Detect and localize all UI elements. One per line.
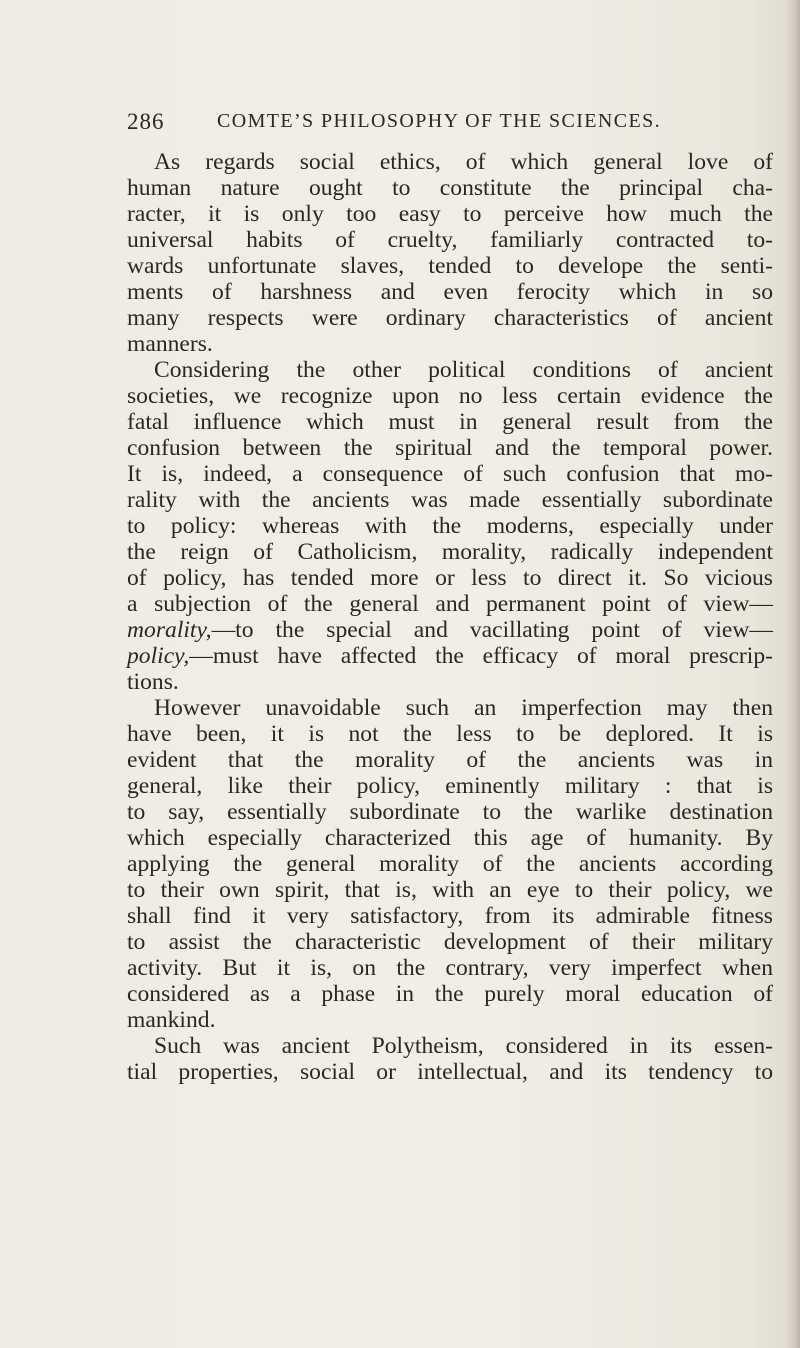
text-line: to their own spirit, that is, with an eye to their policy, we [127,877,773,903]
text-line: considered as a phase in the purely moral education of [127,981,773,1007]
line-rest: —to the special and vacillating point of view— [211,617,773,643]
text-line: racter, it is only too easy to perceive how much the [127,201,773,227]
text-line: of policy, has tended more or less to direct it. So vicious [127,565,773,591]
text-line: a subjection of the general and permanent point of view— [127,591,773,617]
text-line: to assist the characteristic development of their military [127,929,773,955]
text-line: universal habits of cruelty, familiarly contracted to- [127,227,773,253]
text-line: manners. [127,331,213,357]
text-line: have been, it is not the less to be deplored. It is [127,721,773,747]
text-line-with-italic [127,617,773,643]
body-text [127,149,773,1085]
text-line: which especially characterized this age of humanity. By [127,825,773,851]
text-line: applying the general morality of the ancients according [127,851,773,877]
text-line: shall find it very satisfactory, from its admirable fitness [127,903,773,929]
text-line: evident that the morality of the ancients was in [127,747,773,773]
text-line: Considering the other political conditions of ancient [154,357,773,383]
text-line: tions. [127,669,179,695]
text-line: rality with the ancients was made essentially subordinate [127,487,773,513]
italic-morality: morality, [127,617,212,643]
text-line: to say, essentially subordinate to the warlike destination [127,799,773,825]
text-line: activity. But it is, on the contrary, very imperfect when [127,955,773,981]
page-number: 286 [127,109,165,134]
text-line: ments of harshness and even ferocity which in so [127,279,773,305]
line-rest: —must have affected the efficacy of moral prescrip- [189,643,773,669]
italic-policy: policy, [127,643,190,669]
text-line: fatal influence which must in general result from the [127,409,773,435]
text-line: general, like their policy, eminently military : that is [127,773,773,799]
running-head: COMTE’S PHILOSOPHY OF THE SCIENCES. [217,110,662,132]
text-line-with-italic [127,643,773,669]
text-line: the reign of Catholicism, morality, radically independent [127,539,773,565]
text-line: confusion between the spiritual and the temporal power. [127,435,773,461]
page-header [127,109,687,139]
text-line: societies, we recognize upon no less certain evidence the [127,383,773,409]
text-line: many respects were ordinary characteristics of ancient [127,305,773,331]
text-line: However unavoidable such an imperfection may then [154,695,773,721]
text-line: to policy: whereas with the moderns, especially under [127,513,773,539]
text-line: Such was ancient Polytheism, considered in its essen- [154,1033,773,1059]
text-line: mankind. [127,1007,216,1033]
text-line: human nature ought to constitute the principal cha- [127,175,773,201]
text-line: wards unfortunate slaves, tended to develope the senti- [127,253,773,279]
page-edge-shadow [786,0,800,1348]
text-line: tial properties, social or intellectual, and its tendency to [127,1059,773,1085]
text-line: It is, indeed, a consequence of such confusion that mo- [127,461,773,487]
text-line: As regards social ethics, of which general love of [154,149,773,175]
